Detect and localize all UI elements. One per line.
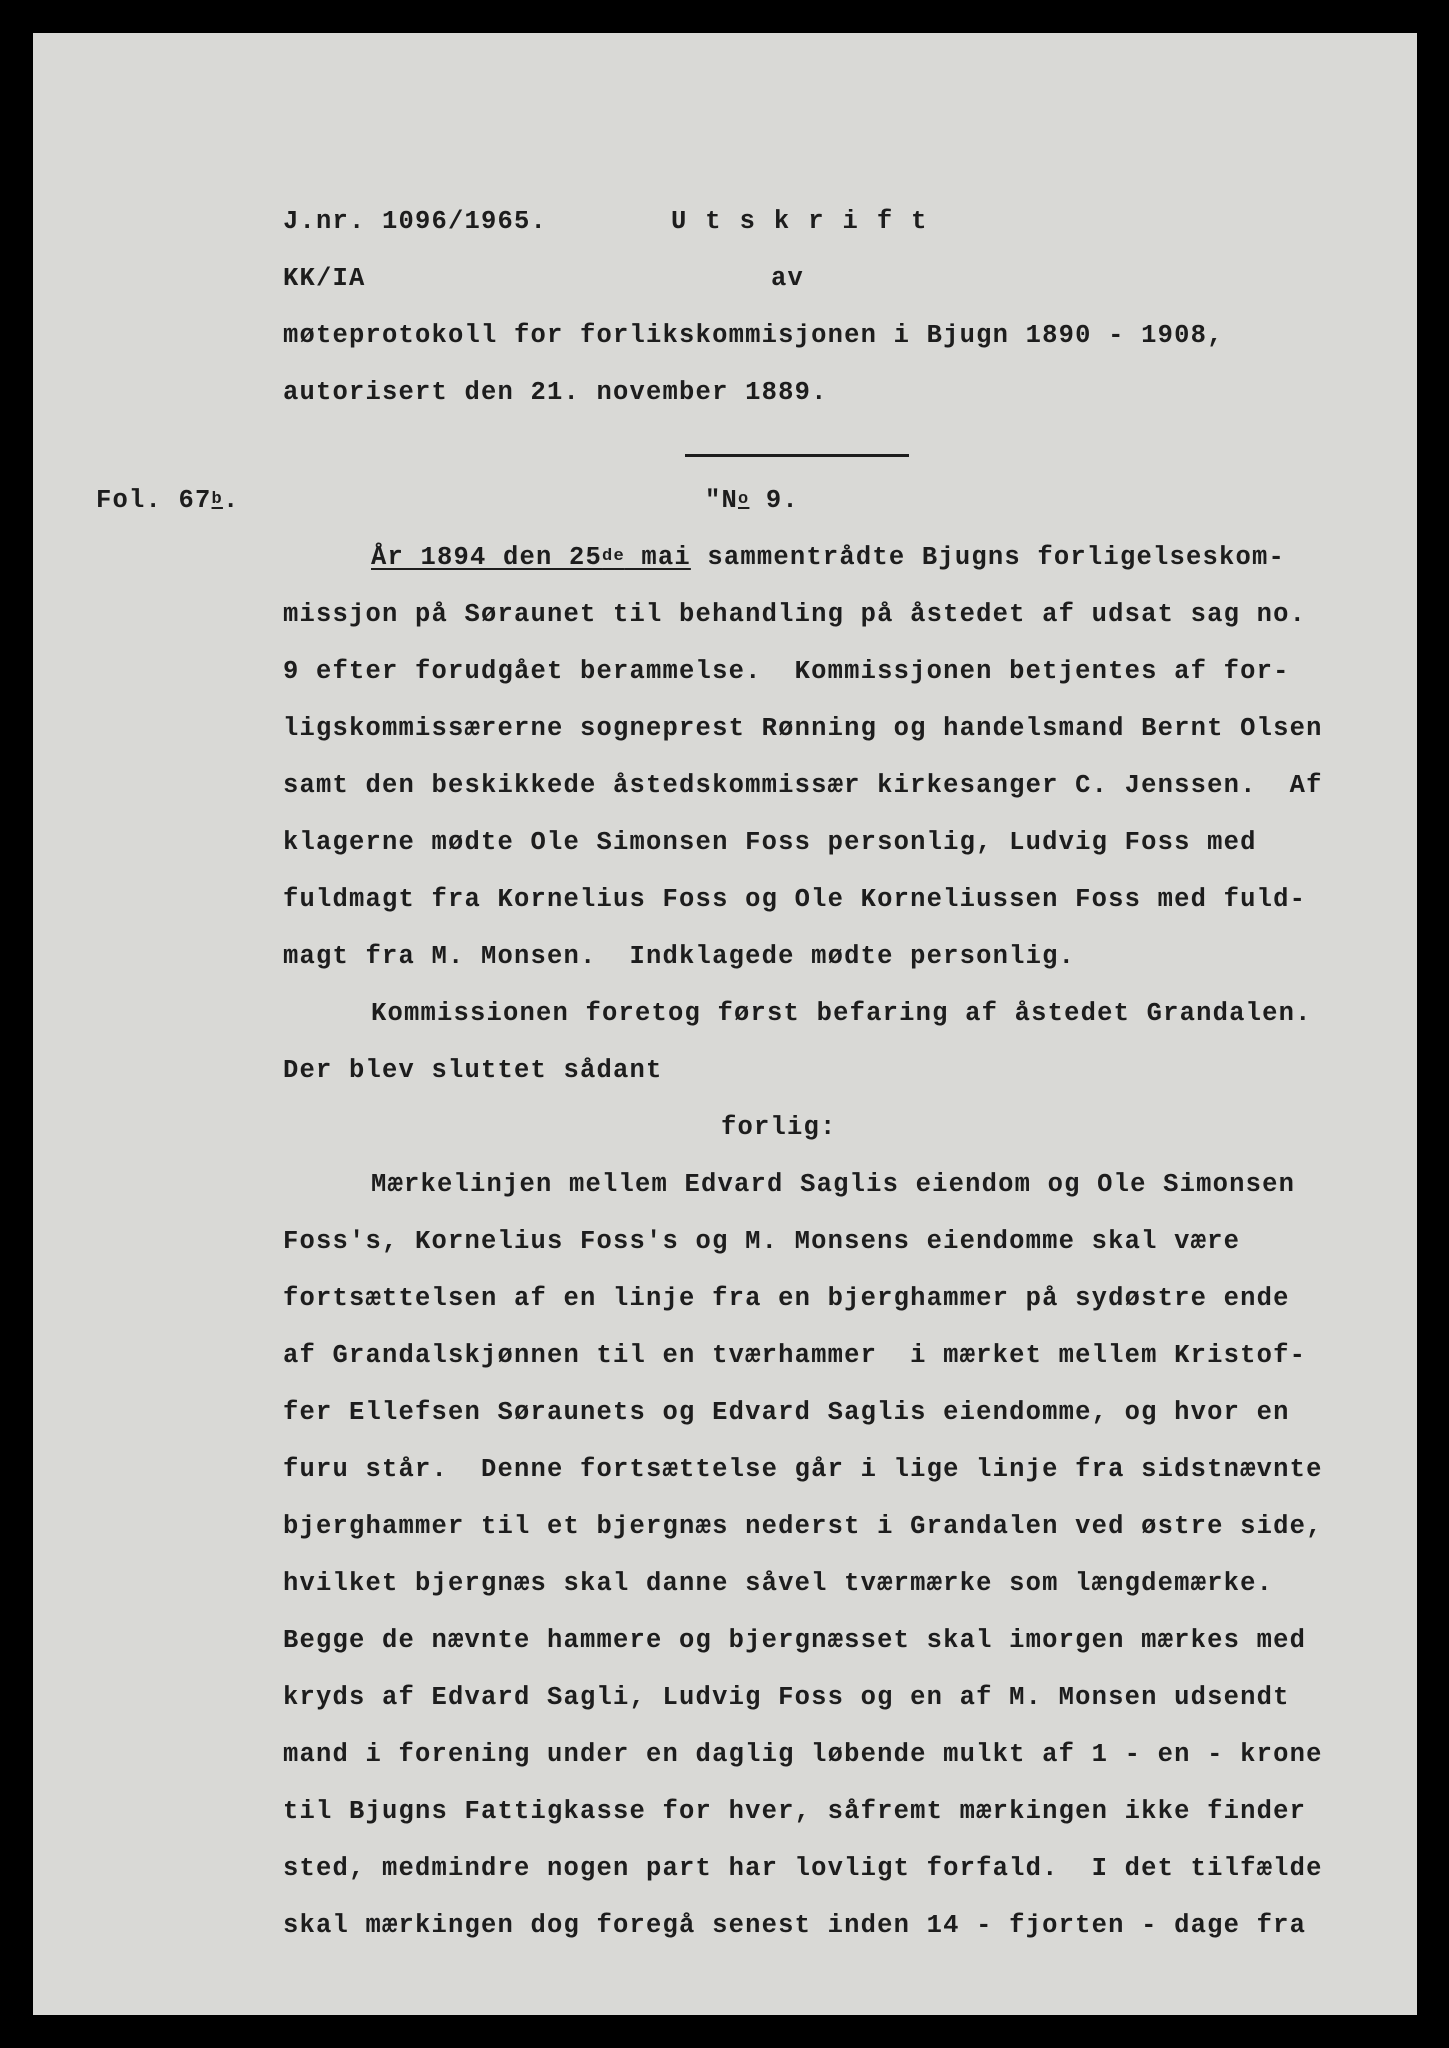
paragraph1-line: missjon på Søraunet til behandling på åstedet af udsat sag no.	[283, 600, 1307, 629]
paragraph3-line: skal mærkingen dog foregå senest inden 14 - fjorten - dage fra	[283, 1911, 1307, 1940]
case-number	[705, 488, 799, 514]
paragraph3-line: furu står. Denne fortsættelse går i lige linje fra sidstnævnte	[283, 1455, 1323, 1484]
paragraph3-line: Begge de nævnte hammere og bjergnæsset skal imorgen mærkes med	[283, 1626, 1307, 1655]
paragraph3-line: Mærkelinjen mellem Edvard Saglis eiendom og Ole Simonsen	[371, 1170, 1296, 1199]
paragraph2-line: Der blev sluttet sådant	[283, 1056, 663, 1085]
paragraph3-line: sted, medmindre nogen part har lovligt forfald. I det tilfælde	[283, 1854, 1323, 1883]
paragraph1-line: fuldmagt fra Kornelius Foss og Ole Korneliussen Foss med fuld-	[283, 885, 1307, 914]
paragraph1-line: klagerne mødte Ole Simonsen Foss personlig, Ludvig Foss med	[283, 828, 1257, 857]
opening-line	[371, 545, 1285, 571]
paragraph1-line: ligskommissærerne sogneprest Rønning og handelsmand Bernt Olsen	[283, 714, 1323, 743]
header-av: av	[771, 264, 805, 293]
journal-number: J.nr. 1096/1965.	[283, 207, 548, 236]
paragraph1-line: magt fra M. Monsen. Indklagede mødte personlig.	[283, 942, 1076, 971]
document-page	[33, 33, 1417, 2015]
case-prefix: "N	[705, 486, 739, 515]
folio-prefix: Fol. 67	[96, 486, 212, 515]
opening-date-suffix: mai	[624, 543, 691, 572]
paragraph1-line: 9 efter forudgået berammelse. Kommissjonen betjentes af for-	[283, 657, 1290, 686]
paragraph3-line: mand i forening under en daglig løbende mulkt af 1 - en - krone	[283, 1740, 1323, 1769]
separator-rule	[685, 454, 909, 457]
paragraph3-line: kryds af Edvard Sagli, Ludvig Foss og en af M. Monsen udsendt	[283, 1683, 1290, 1712]
paragraph3-line: Foss's, Kornelius Foss's og M. Monsens eiendomme skal være	[283, 1227, 1241, 1256]
document-title: Utskrift	[671, 207, 946, 236]
initials: KK/IA	[283, 264, 366, 293]
folio-suffix: .	[222, 486, 240, 515]
paragraph3-line: fortsættelsen af en linje fra en bjerghammer på sydøstre ende	[283, 1284, 1290, 1313]
paragraph3-line: af Grandalskjønnen til en tværhammer i mærket mellem Kristof-	[283, 1341, 1307, 1370]
opening-date-prefix: År 1894 den 25	[371, 543, 603, 572]
folio-sup: b	[211, 490, 223, 509]
folio-reference	[96, 488, 239, 514]
opening-date-sup: de	[602, 547, 625, 566]
paragraph1-line: samt den beskikkede åstedskommissær kirkesanger C. Jenssen. Af	[283, 771, 1323, 800]
opening-date	[371, 543, 691, 572]
header-line-authorized: autorisert den 21. november 1889.	[283, 378, 828, 407]
case-suffix: 9.	[749, 486, 799, 515]
paragraph3-line: hvilket bjergnæs skal danne såvel tværmærke som længdemærke.	[283, 1569, 1274, 1598]
paragraph3-line: bjerghammer til et bjergnæs nederst i Grandalen ved østre side,	[283, 1512, 1323, 1541]
opening-rest: sammentrådte Bjugns forligelseskom-	[690, 543, 1285, 572]
case-sup: o	[738, 490, 750, 509]
paragraph3-line: fer Ellefsen Søraunets og Edvard Saglis eiendomme, og hvor en	[283, 1398, 1290, 1427]
paragraph3-line: til Bjugns Fattigkasse for hver, såfremt mærkingen ikke finder	[283, 1797, 1307, 1826]
forlig-heading: forlig:	[721, 1113, 837, 1142]
paragraph2-line: Kommissionen foretog først befaring af åstedet Grandalen.	[371, 999, 1312, 1028]
header-line-protocol: møteprotokoll for forlikskommisjonen i Bjugn 1890 - 1908,	[283, 321, 1224, 350]
